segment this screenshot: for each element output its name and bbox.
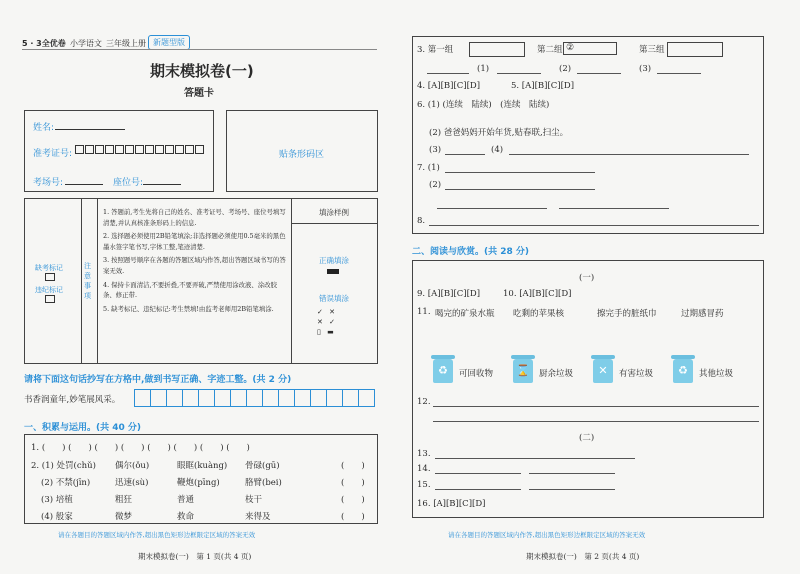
q3-line2[interactable] — [577, 73, 621, 74]
q3-line0[interactable] — [427, 73, 469, 74]
q14-label: 14. — [417, 464, 431, 474]
q3-group2-label: 第二组 — [537, 45, 563, 55]
q2-answer[interactable]: ( ) — [341, 478, 365, 488]
copy-instruction: 请将下面这句话抄写在方格中,做到书写正确、字迹工整。(共 2 分) — [24, 375, 292, 385]
name-field[interactable] — [55, 129, 125, 130]
notes-box — [24, 198, 378, 364]
q1-blank[interactable]: ( ) — [226, 443, 250, 453]
q3-group2-box[interactable]: ② — [563, 42, 617, 55]
q1-blank[interactable]: ( ) — [41, 443, 66, 453]
note-item: 2. 选择题必须使用2B铅笔填涂;非选择题必须使用0.5毫米的黑色墨水签字笔书写,字体工整,笔迹清楚. — [103, 232, 286, 251]
q4-choices[interactable]: 4. [A][B][C][D] — [417, 81, 481, 91]
q10-choices[interactable]: 10. [A][B][C][D] — [503, 289, 572, 299]
q1-row: 1. ( ) ( ) ( ) ( ) ( ) ( ) ( ) ( ) — [31, 443, 250, 453]
header-subject: 小学语文 — [70, 39, 102, 48]
q7-line2[interactable] — [445, 189, 595, 190]
note-item: 4. 保持卡面清洁,不要折叠,不要弄破,严禁使用涂改液、涂改胶条、修正带. — [103, 280, 277, 300]
page-subtitle: 答题卡 — [184, 88, 214, 99]
q1-blank[interactable]: ( ) — [147, 443, 171, 453]
q8-line1[interactable] — [429, 225, 759, 226]
q12-label: 12. — [417, 397, 431, 407]
q1-blank[interactable]: ( ) — [173, 443, 198, 453]
q15-line[interactable] — [435, 489, 521, 490]
q2-answer[interactable]: ( ) — [341, 512, 365, 522]
q14-line2[interactable] — [529, 473, 615, 474]
q15-label: 15. — [417, 480, 431, 490]
sample-rule — [291, 223, 377, 224]
sample-correct-label: 正确填涂 — [319, 256, 349, 265]
note-item: 1. 答题前,考生先将自己的姓名、准考证号、考场号、座位号填写清楚,并认真核准条形码上的信息. — [103, 208, 286, 227]
section1-box: 1. ( ) ( ) ( ) ( ) ( ) ( ) ( ) ( ) 2. (1) 处罚(chǔ) 偶尔(ǒu) 眼眶(kuàng) 骨碌(gū) ( ) (2) 不禁(jīn) 迅速(sù) 鞭炮(pīng) 胳臂(bei) ( ) (3) 培植 粗狂 普通 枝干 ( ) (4) 般家 微梦 救命 来得及 ( ) — [24, 434, 378, 524]
header-series: 5 · 3全优卷 — [22, 39, 66, 48]
q1-blank[interactable]: ( ) — [68, 443, 92, 453]
part1-title: (一) — [579, 273, 595, 283]
seat-label: 座位号: — [113, 178, 144, 188]
sample-title: 填涂样例 — [319, 208, 349, 217]
bin-label: 厨余垃圾 — [539, 369, 574, 379]
other-waste-bin-icon: ♻ — [673, 359, 693, 383]
sample-wrong-marks: ✓ ✕ ✕ ✓ ▯ ▬ — [317, 308, 337, 336]
q15-line2[interactable] — [529, 489, 615, 490]
student-info-box — [24, 110, 214, 192]
q6-sub3: (3) — [429, 145, 442, 155]
name-label: 姓名: — [33, 123, 55, 133]
q1-blank[interactable]: ( ) — [120, 443, 145, 453]
q3-group1-box[interactable] — [469, 42, 525, 57]
q7-sub2: (2) — [429, 180, 442, 190]
q11-item[interactable]: 喝完的矿泉水瓶 — [435, 309, 495, 319]
q13-line[interactable] — [435, 458, 635, 459]
bin-label: 有害垃圾 — [619, 369, 654, 379]
q6-sub4: (4) — [491, 145, 504, 155]
q11-label: 11. — [417, 307, 431, 317]
q3-group3-label: 第三组 — [639, 45, 665, 55]
q12-line2[interactable] — [433, 421, 759, 422]
q16-choices[interactable]: 16. [A][B][C][D] — [417, 499, 486, 509]
barcode-label: 贴条形码区 — [279, 150, 325, 160]
exam-no-label: 准考证号: — [33, 149, 73, 159]
q6-line3[interactable] — [445, 154, 485, 155]
q2-answer[interactable]: ( ) — [341, 461, 365, 471]
q14-line[interactable] — [435, 473, 521, 474]
exam-no-boxes[interactable] — [75, 145, 205, 155]
q8-label: 8. — [417, 216, 426, 226]
hazardous-bin-icon: ✕ — [593, 359, 613, 383]
part2-title: (二) — [579, 433, 595, 443]
q11-item[interactable]: 擦完手的脏纸巾 — [597, 309, 657, 319]
copy-grid[interactable] — [134, 389, 375, 407]
header-grade: 三年级上册 — [106, 39, 146, 48]
page-title: 期末模拟卷(一) — [150, 62, 254, 80]
violation-mark-box[interactable] — [45, 295, 55, 303]
missing-mark-box[interactable] — [45, 273, 55, 281]
violation-mark-label: 违纪标记 — [35, 286, 63, 294]
reading-box — [412, 260, 764, 518]
q6-line2: (2) 爸爸妈妈开始年货,贴春联,扫尘。 — [429, 128, 569, 138]
header-badge: 新题型版 — [148, 35, 190, 50]
room-field[interactable] — [65, 184, 103, 185]
notes-list — [103, 207, 287, 314]
barcode-area — [226, 110, 378, 192]
q12-line1[interactable] — [433, 406, 759, 407]
notes-title: 注意事项 — [84, 262, 91, 300]
q11-item[interactable]: 过期感冒药 — [681, 309, 724, 319]
q13-label: 13. — [417, 449, 431, 459]
sample-wrong-label: 错误填涂 — [319, 294, 349, 303]
q1-blank[interactable]: ( ) — [94, 443, 119, 453]
bin-label: 其他垃圾 — [699, 369, 734, 379]
q3-sub2: (2) — [559, 64, 572, 74]
q3-group3-box[interactable] — [667, 42, 723, 57]
bin-label: 可回收物 — [459, 369, 494, 379]
q6-line1: 6. (1) (连续 陆续) (连续 陆续) — [417, 100, 550, 110]
missing-mark-label: 缺考标记 — [35, 264, 63, 272]
divider-1 — [81, 199, 82, 363]
q3-label: 3. 第一组 — [417, 45, 454, 55]
section2-title: 二、阅读与欣赏。(共 28 分) — [412, 247, 530, 257]
section1-title: 一、积累与运用。(共 40 分) — [24, 423, 142, 433]
q3-sub1: (1) — [477, 64, 490, 74]
footer-warning-left: 请在各题目的答题区域内作答,超出黑色矩形边框限定区域的答案无效 — [58, 531, 256, 539]
seat-field[interactable] — [143, 184, 181, 185]
footer-page-left: 期末模拟卷(一) 第 1 页(共 4 页) — [138, 552, 252, 561]
q7-line1[interactable] — [445, 172, 595, 173]
footer-warning-right: 请在各题目的答题区域内作答,超出黑色矩形边框限定区域的答案无效 — [448, 531, 646, 539]
q2-answer[interactable]: ( ) — [341, 495, 365, 505]
header-rule — [22, 49, 377, 50]
note-item: 5. 缺考标记、违纪标记:考生禁填!由监考老师用2B铅笔填涂. — [103, 304, 274, 313]
q3-sub3: (3) — [639, 64, 652, 74]
q3-line1[interactable] — [497, 73, 541, 74]
q5-choices[interactable]: 5. [A][B][C][D] — [511, 81, 575, 91]
kitchen-waste-bin-icon: ⌛ — [513, 359, 533, 383]
recyclable-bin-icon: ♻ — [433, 359, 453, 383]
room-label: 考场号: — [33, 178, 64, 188]
copy-sentence: 书香润童年,妙笔展风采。 — [24, 395, 121, 405]
q8-line0[interactable] — [437, 208, 547, 209]
divider-2 — [97, 199, 98, 363]
q9-choices[interactable]: 9. [A][B][C][D] — [417, 289, 481, 299]
q8-line0b[interactable] — [559, 208, 669, 209]
q11-item[interactable]: 吃剩的苹果核 — [513, 309, 565, 319]
q1-blank[interactable]: ( ) — [199, 443, 224, 453]
note-item: 3. 按照题号顺序在各题的答题区域内作答,超出答题区域书写的答案无效. — [103, 256, 286, 275]
q3-line3[interactable] — [657, 73, 701, 74]
right-top-box — [412, 36, 764, 234]
sample-correct-mark — [327, 269, 339, 274]
footer-page-right: 期末模拟卷(一) 第 2 页(共 4 页) — [526, 552, 640, 561]
q7-label: 7. (1) — [417, 163, 440, 173]
q6-line4[interactable] — [509, 154, 749, 155]
